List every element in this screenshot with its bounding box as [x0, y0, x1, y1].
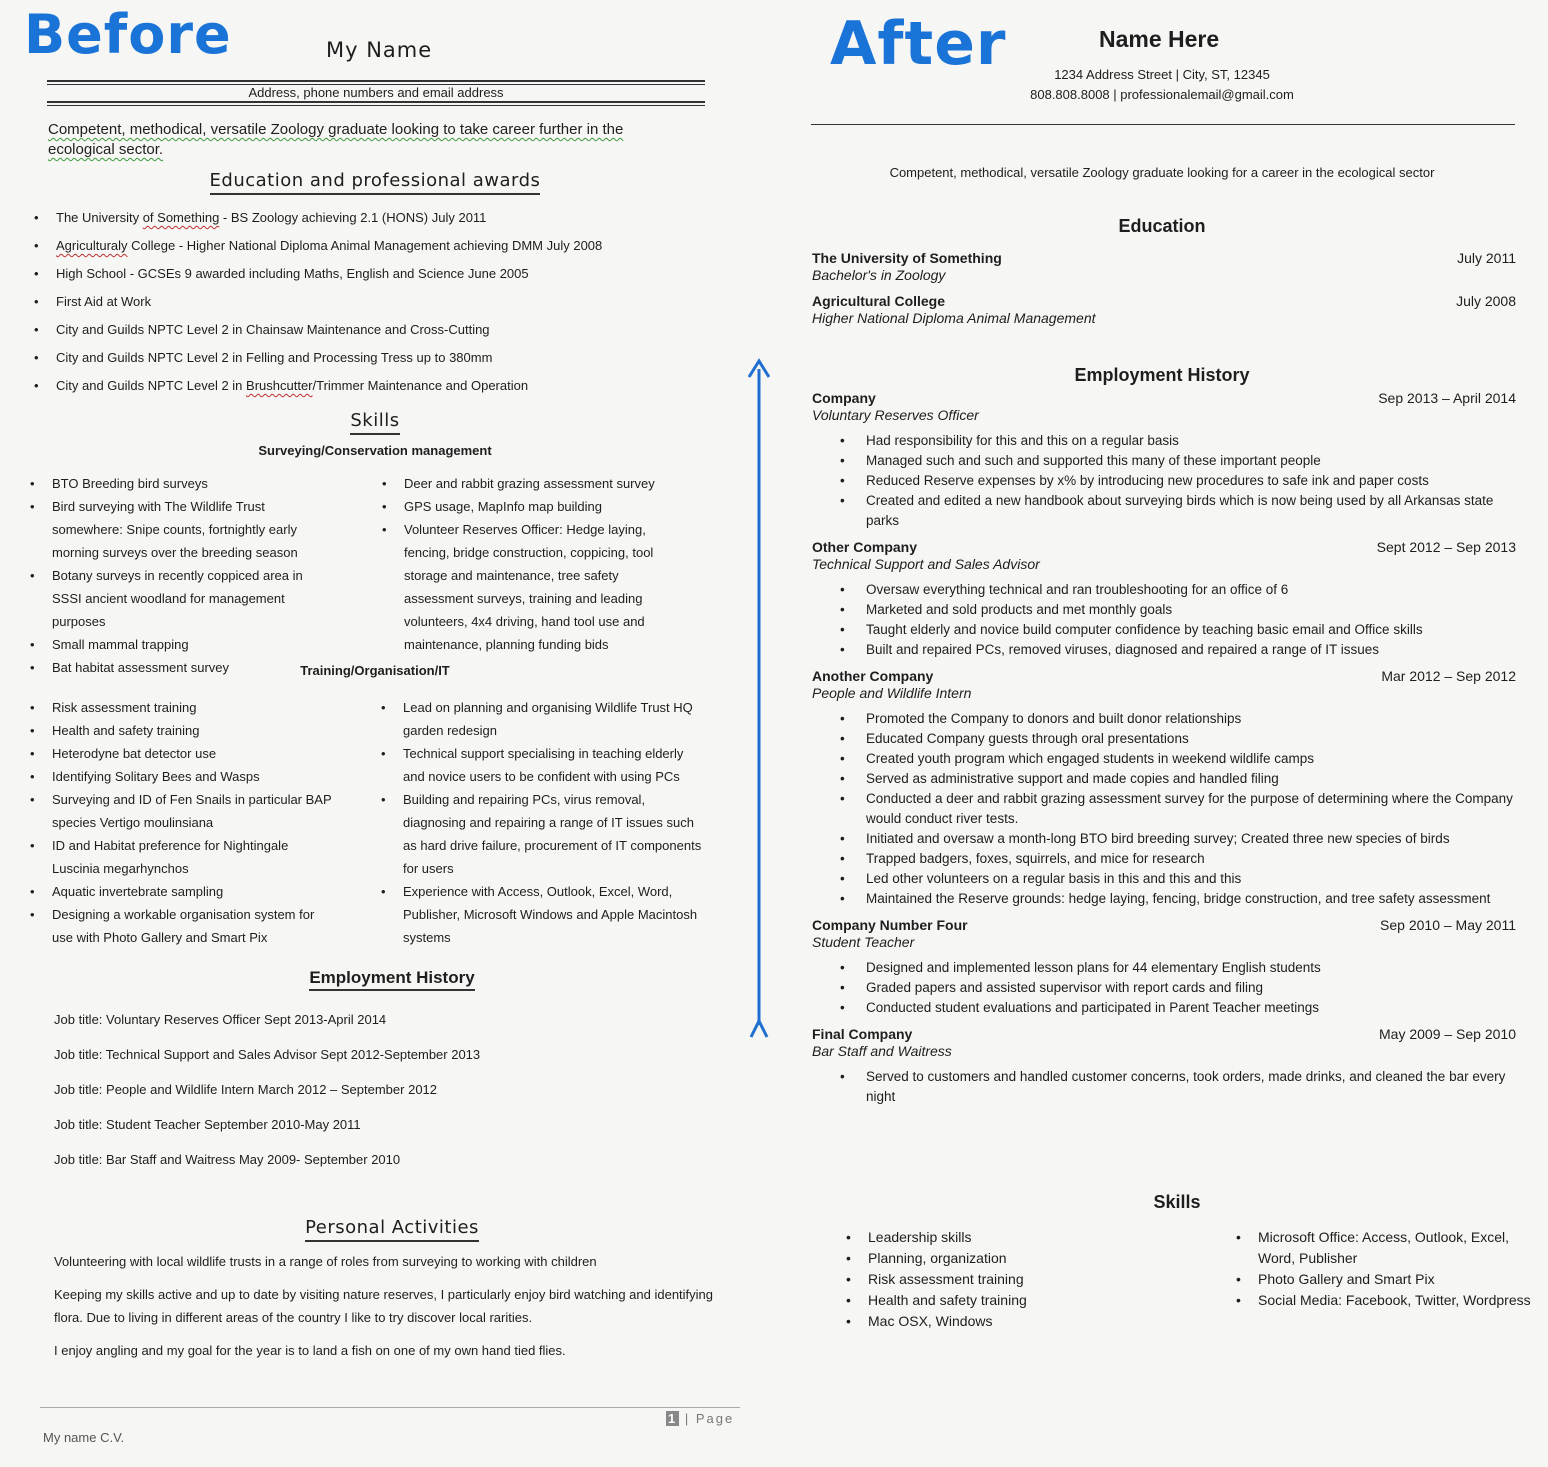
list-item: • Bird surveying with The Wildlife Trust somewhere: Snipe counts, fortnightly early morning surveys over the breeding season: [30, 495, 330, 564]
edu-text: City and Guilds NPTC Level 2 in Chainsaw Maintenance and Cross-Cutting: [56, 322, 490, 337]
company-name: Final Company: [812, 1026, 913, 1042]
job-bullets: [812, 709, 1516, 909]
job-title: Bar Staff and Waitress: [812, 1043, 952, 1059]
list-item: [34, 288, 734, 316]
after-education-list: [812, 250, 1516, 336]
job-line: Job title: Bar Staff and Waitress May 2009- September 2010: [54, 1152, 401, 1167]
list-item: • Lead on planning and organising Wildlife Trust HQ garden redesign: [381, 696, 706, 742]
after-label: After: [830, 9, 1007, 79]
education-date: July 2008: [1456, 293, 1516, 309]
education-entry: [812, 250, 1516, 283]
after-jobs-list: [812, 390, 1516, 1115]
list-item: [34, 372, 734, 400]
list-item: [34, 204, 734, 232]
spell-flag: Agriculturaly: [56, 238, 128, 253]
list-item: • Managed such and such and supported this many of these important people: [866, 451, 1516, 471]
list-item: • Leadership skills: [846, 1227, 1176, 1248]
job-header-row: [812, 539, 1516, 555]
job-bullets: [812, 580, 1516, 660]
before-survey-heading: Surveying/Conservation management: [258, 443, 492, 458]
list-item: • Trapped badgers, foxes, squirrels, and mice for research: [866, 849, 1516, 869]
job-title: Student Teacher: [812, 934, 915, 950]
list-item: • Health and safety training: [846, 1290, 1176, 1311]
list-item: • Small mammal trapping: [30, 633, 330, 656]
job-date: Sep 2010 – May 2011: [1380, 917, 1516, 933]
list-item: • Mac OSX, Windows: [846, 1311, 1176, 1332]
job-bullets: [812, 431, 1516, 531]
spell-flag: Brushcutter: [246, 378, 313, 393]
list-item: • Created youth program which engaged students in weekend wildlife camps: [866, 749, 1516, 769]
company-name: Another Company: [812, 668, 934, 684]
edu-text: City and Guilds NPTC Level 2 in: [56, 378, 247, 393]
job-title: Technical Support and Sales Advisor: [812, 556, 1040, 572]
after-skills-left-list: [846, 1227, 1176, 1332]
list-item: • Risk assessment training: [846, 1269, 1176, 1290]
list-item: [34, 316, 734, 344]
job-date: Sept 2012 – Sep 2013: [1376, 539, 1516, 555]
after-skills-heading: Skills: [1153, 1192, 1201, 1212]
list-item: • Graded papers and assisted supervisor with report cards and filing: [866, 978, 1516, 998]
company-name: Company: [812, 390, 876, 406]
before-training-right-list: [381, 696, 706, 949]
list-item: • Reduced Reserve expenses by x% by introducing new procedures to safe ink and paper costs: [866, 471, 1516, 491]
list-item: • Botany surveys in recently coppiced area in SSSI ancient woodland for management purposes: [30, 564, 330, 633]
personal-paragraph: Keeping my skills active and up to date by visiting nature reserves, I particularly enjoy bird watching and identifying flora. Due to living in different areas of the country I like to try discover local rarities.: [54, 1287, 714, 1325]
list-item: [34, 344, 734, 372]
job-line: Job title: Voluntary Reserves Officer Sept 2013-April 2014: [54, 1012, 387, 1027]
before-jobs-list: [54, 1010, 714, 1185]
personal-paragraph: Volunteering with local wildlife trusts in a range of roles from surveying to working with children: [54, 1254, 597, 1269]
job-bullets: [812, 1067, 1516, 1107]
list-item: • Marketed and sold products and met monthly goals: [866, 600, 1516, 620]
job-line: Job title: Technical Support and Sales Advisor Sept 2012-September 2013: [54, 1047, 481, 1062]
after-address: 1234 Address Street | City, ST, 12345: [1054, 67, 1270, 82]
before-survey-left-list: [30, 472, 330, 679]
list-item: • Designing a workable organisation system for use with Photo Gallery and Smart Pix: [30, 903, 335, 949]
before-edu-heading-wrap: [0, 170, 750, 195]
list-item: • Experience with Access, Outlook, Excel, Word, Publisher, Microsoft Windows and Apple Macintosh systems: [381, 880, 706, 949]
list-item: • Building and repairing PCs, virus removal, diagnosing and repairing a range of IT issues such as hard drive failure, procurement of IT components for users: [381, 788, 706, 880]
before-skills-heading-wrap: [0, 410, 750, 435]
edu-text: College - Higher National Diploma Animal Management achieving DMM July 2008: [127, 238, 603, 253]
list-item: • Led other volunteers on a regular basis in this and this and this: [866, 869, 1516, 889]
list-item: • Risk assessment training: [30, 696, 335, 719]
after-education-heading: Education: [1118, 216, 1206, 236]
list-item: • Planning, organization: [846, 1248, 1176, 1269]
list-item: • Taught elderly and novice build computer confidence by teaching basic email and Office skills: [866, 620, 1516, 640]
before-name: My Name: [326, 38, 433, 62]
list-item: • Photo Gallery and Smart Pix: [1236, 1269, 1536, 1290]
list-item: • BTO Breeding bird surveys: [30, 472, 330, 495]
list-item: • Identifying Solitary Bees and Wasps: [30, 765, 335, 788]
list-item: • Aquatic invertebrate sampling: [30, 880, 335, 903]
job-entry: [812, 539, 1516, 660]
before-contact-rule: [47, 101, 705, 106]
list-item: • Educated Company guests through oral presentations: [866, 729, 1516, 749]
list-item: • Created and edited a new handbook about surveying birds which is now being used by all Arkansas state parks: [866, 491, 1516, 531]
degree: Bachelor's in Zoology: [812, 267, 946, 283]
list-item: • Built and repaired PCs, removed viruses, diagnosed and repaired a range of IT issues: [866, 640, 1516, 660]
before-survey-right-list: [382, 472, 682, 656]
job-entry: [812, 1026, 1516, 1107]
edu-text: First Aid at Work: [56, 294, 152, 309]
list-item: • Designed and implemented lesson plans for 44 elementary English students: [866, 958, 1516, 978]
job-line: Job title: Student Teacher September 2010-May 2011: [54, 1117, 361, 1132]
job-entry: [812, 917, 1516, 1018]
job-bullets: [812, 958, 1516, 1018]
list-item: • Health and safety training: [30, 719, 335, 742]
company-name: Other Company: [812, 539, 918, 555]
list-item: • Oversaw everything technical and ran troubleshooting for an office of 6: [866, 580, 1516, 600]
edu-text: High School - GCSEs 9 awarded including Maths, English and Science June 2005: [56, 266, 529, 281]
up-arrow-icon: [740, 355, 780, 1045]
job-entry: [812, 390, 1516, 531]
list-item: • Microsoft Office: Access, Outlook, Excel, Word, Publisher: [1236, 1227, 1536, 1269]
degree: Higher National Diploma Animal Management: [812, 310, 1096, 326]
school-name: Agricultural College: [812, 293, 946, 309]
before-footer-page: [666, 1411, 734, 1426]
list-item: • Deer and rabbit grazing assessment survey: [382, 472, 682, 495]
job-title: Voluntary Reserves Officer: [812, 407, 979, 423]
list-item: • Technical support specialising in teaching elderly and novice users to be confident with using PCs: [381, 742, 706, 788]
before-education-heading: Education and professional awards: [210, 170, 541, 195]
before-footer-page-number: 1: [668, 1411, 678, 1426]
list-item: • GPS usage, MapInfo map building: [382, 495, 682, 518]
education-row: [812, 250, 1516, 266]
personal-paragraph: I enjoy angling and my goal for the year is to land a fish on one of my own hand tied flies.: [54, 1343, 566, 1358]
job-entry: [812, 668, 1516, 909]
list-item: • Conducted student evaluations and participated in Parent Teacher meetings: [866, 998, 1516, 1018]
before-employment-heading-wrap: [0, 968, 784, 988]
before-skills-heading: Skills: [350, 410, 399, 435]
list-item: • Maintained the Reserve grounds: hedge laying, fencing, bridge construction, and tree safety assessment: [866, 889, 1516, 909]
list-item: • Surveying and ID of Fen Snails in particular BAP species Vertigo moulinsiana: [30, 788, 335, 834]
edu-text: - BS Zoology achieving 2.1 (HONS) July 2011: [219, 210, 487, 225]
before-summary: Competent, methodical, versatile Zoology graduate looking to take career further in the ecological sector.: [48, 121, 624, 158]
list-item: [34, 260, 734, 288]
list-item: • Conducted a deer and rabbit grazing assessment survey for the purpose of determining where the Company would conduct river tests.: [866, 789, 1516, 829]
company-name: Company Number Four: [812, 917, 968, 933]
list-item: • Volunteer Reserves Officer: Hedge laying, fencing, bridge construction, coppicing, tool storage and maintenance, tree safety assessment surveys, training and leading volunteers, 4x4 driving, hand tool use and maintenance, planning funding bids: [382, 518, 682, 656]
spell-flag: of Something: [142, 210, 220, 225]
job-date: Sep 2013 – April 2014: [1378, 390, 1516, 406]
list-item: • Social Media: Facebook, Twitter, Wordpress: [1236, 1290, 1536, 1311]
list-item: [34, 232, 734, 260]
before-personal-list: [54, 1250, 714, 1372]
before-employment-heading: Employment History: [309, 968, 474, 991]
job-header-row: [812, 917, 1516, 933]
list-item: • Promoted the Company to donors and built donor relationships: [866, 709, 1516, 729]
after-phone-email: 808.808.8008 | professionalemail@gmail.com: [1030, 87, 1294, 102]
before-contact: Address, phone numbers and email address: [248, 85, 504, 100]
school-name: The University of Something: [812, 250, 1002, 266]
education-entry: [812, 293, 1516, 326]
edu-text: City and Guilds NPTC Level 2 in Felling and Processing Tress up to 380mm: [56, 350, 493, 365]
before-label: Before: [24, 3, 232, 66]
before-training-heading: Training/Organisation/IT: [300, 663, 450, 678]
education-row: [812, 293, 1516, 309]
list-item: • Had responsibility for this and this on a regular basis: [866, 431, 1516, 451]
list-item: • Bat habitat assessment survey: [30, 656, 330, 679]
before-footer-rule: [40, 1407, 740, 1408]
before-footer-page-word: | Page: [684, 1411, 735, 1426]
before-personal-heading-wrap: [0, 1217, 784, 1242]
list-item: • Served as administrative support and made copies and handled filing: [866, 769, 1516, 789]
job-header-row: [812, 390, 1516, 406]
job-date: Mar 2012 – Sep 2012: [1381, 668, 1516, 684]
after-skills-right-list: [1236, 1227, 1536, 1311]
list-item: • ID and Habitat preference for Nightingale Luscinia megarhynchos: [30, 834, 335, 880]
after-name: Name Here: [1099, 26, 1220, 52]
job-header-row: [812, 1026, 1516, 1042]
edu-text: /Trimmer Maintenance and Operation: [312, 378, 529, 393]
job-line: Job title: People and Wildlife Intern March 2012 – September 2012: [54, 1082, 438, 1097]
before-education-list: [34, 204, 734, 400]
education-date: July 2011: [1457, 250, 1516, 266]
list-item: • Heterodyne bat detector use: [30, 742, 335, 765]
list-item: • Served to customers and handled customer concerns, took orders, made drinks, and cleaned the bar every night: [866, 1067, 1516, 1107]
after-summary: Competent, methodical, versatile Zoology graduate looking for a career in the ecological sector: [889, 165, 1435, 180]
job-title: People and Wildlife Intern: [812, 685, 972, 701]
edu-text: The University: [56, 210, 143, 225]
after-employment-heading: Employment History: [1074, 365, 1250, 385]
list-item: • Initiated and oversaw a month-long BTO bird breeding survey; Created three new species of birds: [866, 829, 1516, 849]
job-date: May 2009 – Sep 2010: [1379, 1026, 1516, 1042]
before-footer-left: My name C.V.: [43, 1430, 125, 1445]
before-training-left-list: [30, 696, 335, 949]
after-header-rule: [811, 124, 1515, 125]
before-personal-heading: Personal Activities: [305, 1217, 479, 1242]
job-header-row: [812, 668, 1516, 684]
